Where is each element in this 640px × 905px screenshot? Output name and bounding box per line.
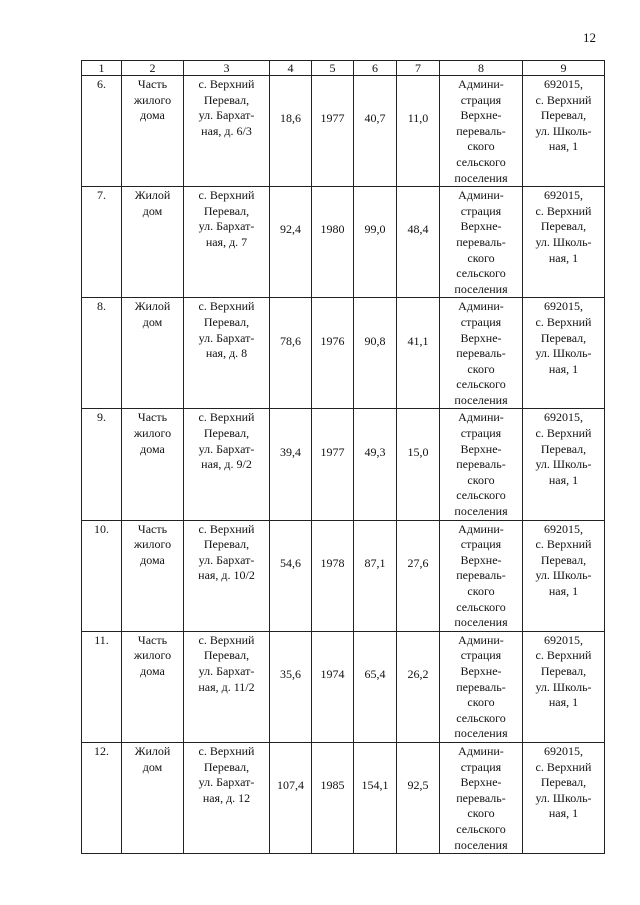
- col6-cell: [354, 298, 397, 409]
- object-name-cell-line: Часть: [137, 521, 168, 536]
- holder-address-cell: [523, 520, 605, 631]
- col7-cell-text: 11,0: [407, 111, 429, 126]
- holder-address-cell-line: ная, 1: [548, 695, 579, 710]
- holder-address-cell-line: ул. Школь-: [535, 346, 592, 361]
- header-cell-6: 6: [354, 61, 397, 76]
- holder-address-cell: [523, 187, 605, 298]
- holder-cell-line: поселения: [454, 837, 508, 852]
- header-cell-3: 3: [184, 61, 270, 76]
- object-name-cell-line: дом: [142, 203, 163, 218]
- object-address-cell-line: ул. Бархат-: [198, 219, 255, 234]
- holder-cell-line: переваль-: [456, 346, 506, 361]
- table-row: [82, 298, 605, 409]
- col6-cell-text: 99,0: [364, 222, 386, 237]
- col5-cell: [312, 520, 354, 631]
- header-cell-8: 8: [440, 61, 523, 76]
- row-number-cell-text: 8.: [97, 299, 106, 314]
- header-cell-9: 9: [523, 61, 605, 76]
- holder-cell-line: Админи-: [458, 410, 504, 425]
- holder-cell-line: Верхне-: [460, 219, 502, 234]
- col7-cell-text: 41,1: [407, 333, 429, 348]
- holder-cell-line: сельского: [456, 710, 506, 725]
- holder-address-cell-line: Перевал,: [540, 663, 587, 678]
- table-row: [82, 409, 605, 520]
- col7-cell-text: 92,5: [407, 778, 429, 793]
- col7-cell: [397, 298, 440, 409]
- holder-address-cell-line: ул. Школь-: [535, 790, 592, 805]
- col4-cell: [270, 76, 312, 187]
- object-name-cell-line: дома: [140, 552, 165, 567]
- header-cell-1: 1: [82, 61, 122, 76]
- col7-cell: [397, 409, 440, 520]
- object-name-cell-line: Часть: [137, 77, 168, 91]
- holder-cell-line: Верхне-: [460, 663, 502, 678]
- holder-cell-line: Верхне-: [460, 775, 502, 790]
- object-address-cell-line: Перевал,: [203, 759, 250, 774]
- table-row: [82, 76, 605, 187]
- holder-cell: [440, 76, 523, 187]
- object-address-cell-line: Перевал,: [203, 203, 250, 218]
- holder-cell: [440, 520, 523, 631]
- holder-address-cell-line: 692015,: [544, 188, 583, 203]
- holder-address-cell-line: Перевал,: [540, 775, 587, 790]
- holder-cell: [440, 631, 523, 742]
- holder-cell: [440, 298, 523, 409]
- holder-cell-line: Верхне-: [460, 330, 502, 345]
- object-address-cell: [184, 298, 270, 409]
- object-address-cell-line: Перевал,: [203, 314, 250, 329]
- col7-cell: [397, 631, 440, 742]
- col5-cell: [312, 631, 354, 742]
- holder-address-cell-line: 692015,: [544, 632, 583, 647]
- col4-cell: [270, 298, 312, 409]
- holder-cell-line: переваль-: [456, 679, 506, 694]
- col4-cell: [270, 187, 312, 298]
- holder-cell-line: сельского: [456, 488, 506, 503]
- holder-address-cell-line: ул. Школь-: [535, 679, 592, 694]
- holder-cell-line: сельского: [456, 599, 506, 614]
- object-name-cell-line: дома: [140, 441, 165, 456]
- holder-cell-line: страция: [460, 314, 502, 329]
- col7-cell-text: 48,4: [407, 222, 429, 237]
- holder-address-cell-line: 692015,: [544, 521, 583, 536]
- table-body: [82, 61, 605, 854]
- page-number: 12: [583, 30, 596, 45]
- object-address-cell-line: ул. Бархат-: [198, 108, 255, 123]
- object-name-cell-line: Часть: [137, 632, 168, 647]
- col6-cell: [354, 76, 397, 187]
- holder-cell-line: страция: [460, 648, 502, 663]
- holder-cell: [440, 187, 523, 298]
- holder-address-cell-line: с. Верхний: [535, 426, 592, 441]
- holder-address-cell-line: ная, 1: [548, 139, 579, 154]
- col7-cell: [397, 520, 440, 631]
- row-number-cell: [82, 409, 122, 520]
- object-name-cell-line: дом: [142, 759, 163, 774]
- object-address-cell-line: ная, д. 10/2: [198, 568, 255, 583]
- object-name-cell-line: Жилой: [134, 299, 171, 314]
- object-name-cell: [122, 187, 184, 298]
- holder-cell-line: сельского: [456, 154, 506, 169]
- holder-address-cell-line: Перевал,: [540, 108, 587, 123]
- holder-cell-line: переваль-: [456, 457, 506, 472]
- object-name-cell-line: жилого: [133, 426, 172, 441]
- object-name-cell-line: дом: [142, 314, 163, 329]
- property-registry-table: [81, 60, 605, 854]
- col4-cell-text: 35,6: [280, 667, 301, 682]
- holder-cell-line: переваль-: [456, 123, 506, 138]
- holder-cell-line: сельского: [456, 377, 506, 392]
- holder-cell-line: переваль-: [456, 234, 506, 249]
- col5-cell-text: 1985: [320, 778, 345, 793]
- object-address-cell-line: Перевал,: [203, 92, 250, 107]
- col5-cell: [312, 742, 354, 853]
- object-address-cell-line: ная, д. 6/3: [201, 123, 252, 138]
- holder-cell-line: страция: [460, 92, 502, 107]
- col6-cell: [354, 520, 397, 631]
- holder-address-cell-line: 692015,: [544, 410, 583, 425]
- row-number-cell-text: 10.: [94, 521, 109, 536]
- object-name-cell: [122, 631, 184, 742]
- row-number-cell: [82, 631, 122, 742]
- object-address-cell-line: с. Верхний: [198, 632, 255, 647]
- object-address-cell: [184, 631, 270, 742]
- holder-address-cell-line: Перевал,: [540, 552, 587, 567]
- col4-cell-text: 107,4: [277, 778, 304, 793]
- holder-cell-line: Админи-: [458, 188, 504, 203]
- col6-cell: [354, 187, 397, 298]
- table-row: [82, 187, 605, 298]
- object-address-cell: [184, 76, 270, 187]
- holder-address-cell-line: 692015,: [544, 743, 583, 758]
- holder-address-cell-line: ная, 1: [548, 361, 579, 376]
- col5-cell-text: 1977: [320, 444, 345, 459]
- header-cell-4: 4: [270, 61, 312, 76]
- header-cell-2: 2: [122, 61, 184, 76]
- holder-address-cell-line: с. Верхний: [535, 537, 592, 552]
- holder-address-cell-line: ул. Школь-: [535, 568, 592, 583]
- object-address-cell-line: Перевал,: [203, 426, 250, 441]
- row-number-cell: [82, 76, 122, 187]
- object-name-cell-line: жилого: [133, 92, 172, 107]
- holder-address-cell: [523, 631, 605, 742]
- holder-cell-line: Админи-: [458, 77, 504, 91]
- object-address-cell-line: с. Верхний: [198, 299, 255, 314]
- object-address-cell-line: ная, д. 8: [205, 346, 248, 361]
- object-name-cell-line: дома: [140, 663, 165, 678]
- col7-cell-text: 26,2: [407, 667, 429, 682]
- holder-cell-line: ского: [467, 139, 495, 154]
- col5-cell-text: 1978: [320, 555, 345, 570]
- col7-cell-text: 15,0: [407, 444, 429, 459]
- holder-cell-line: поселения: [454, 615, 508, 630]
- holder-cell-line: Админи-: [458, 521, 504, 536]
- object-address-cell-line: ул. Бархат-: [198, 330, 255, 345]
- holder-address-cell: [523, 76, 605, 187]
- holder-address-cell-line: ул. Школь-: [535, 234, 592, 249]
- holder-address-cell: [523, 742, 605, 853]
- col4-cell: [270, 409, 312, 520]
- holder-cell-line: поселения: [454, 170, 508, 185]
- holder-cell-line: Верхне-: [460, 108, 502, 123]
- holder-cell-line: ского: [467, 584, 495, 598]
- holder-cell-line: поселения: [454, 726, 508, 741]
- object-name-cell: [122, 520, 184, 631]
- object-address-cell: [184, 520, 270, 631]
- holder-address-cell-line: Перевал,: [540, 441, 587, 456]
- holder-cell-line: страция: [460, 426, 502, 441]
- col7-cell: [397, 742, 440, 853]
- holder-cell-line: сельского: [456, 266, 506, 281]
- object-name-cell-line: Часть: [137, 410, 168, 425]
- holder-cell-line: ского: [467, 250, 495, 265]
- object-address-cell-line: с. Верхний: [198, 521, 255, 536]
- holder-cell-line: Админи-: [458, 299, 504, 314]
- table-row: [82, 631, 605, 742]
- holder-address-cell-line: 692015,: [544, 77, 583, 91]
- object-address-cell-line: Перевал,: [203, 537, 250, 552]
- col7-cell-text: 27,6: [407, 555, 429, 570]
- col6-cell-text: 65,4: [364, 667, 386, 682]
- object-address-cell-line: с. Верхний: [198, 77, 255, 91]
- holder-address-cell-line: ная, 1: [548, 584, 579, 598]
- object-address-cell-line: ул. Бархат-: [198, 441, 255, 456]
- holder-cell-line: поселения: [454, 392, 508, 407]
- col5-cell-text: 1977: [320, 111, 345, 126]
- holder-address-cell-line: с. Верхний: [535, 759, 592, 774]
- col5-cell-text: 1976: [320, 333, 345, 348]
- col5-cell: [312, 298, 354, 409]
- col6-cell-text: 87,1: [364, 555, 386, 570]
- holder-cell-line: Админи-: [458, 632, 504, 647]
- object-name-cell: [122, 298, 184, 409]
- holder-address-cell-line: 692015,: [544, 299, 583, 314]
- holder-cell-line: поселения: [454, 281, 508, 296]
- object-address-cell-line: ул. Бархат-: [198, 663, 255, 678]
- table-row: [82, 742, 605, 853]
- holder-cell-line: Верхне-: [460, 552, 502, 567]
- holder-address-cell: [523, 298, 605, 409]
- row-number-cell: [82, 520, 122, 631]
- object-address-cell-line: ул. Бархат-: [198, 775, 255, 790]
- holder-cell: [440, 409, 523, 520]
- col4-cell-text: 39,4: [280, 444, 301, 459]
- col6-cell-text: 49,3: [364, 444, 386, 459]
- holder-cell-line: ского: [467, 472, 495, 487]
- col4-cell: [270, 742, 312, 853]
- holder-cell-line: ского: [467, 806, 495, 821]
- col5-cell-text: 1980: [320, 222, 345, 237]
- col7-cell: [397, 76, 440, 187]
- col5-cell: [312, 409, 354, 520]
- object-address-cell-line: с. Верхний: [198, 743, 255, 758]
- holder-cell: [440, 742, 523, 853]
- holder-cell-line: поселения: [454, 504, 508, 519]
- col5-cell: [312, 187, 354, 298]
- col6-cell-text: 40,7: [364, 111, 386, 126]
- row-number-cell-text: 6.: [97, 77, 106, 91]
- holder-cell-line: Админи-: [458, 743, 504, 758]
- col6-cell-text: 90,8: [364, 333, 386, 348]
- object-address-cell-line: Перевал,: [203, 648, 250, 663]
- holder-cell-line: сельского: [456, 821, 506, 836]
- row-number-cell-text: 12.: [94, 743, 109, 758]
- holder-address-cell-line: ная, 1: [548, 250, 579, 265]
- holder-address-cell-line: ная, 1: [548, 806, 579, 821]
- col5-cell-text: 1974: [320, 667, 345, 682]
- object-address-cell: [184, 409, 270, 520]
- col4-cell-text: 92,4: [280, 222, 301, 237]
- object-name-cell-line: жилого: [133, 537, 172, 552]
- holder-cell-line: переваль-: [456, 790, 506, 805]
- holder-cell-line: Верхне-: [460, 441, 502, 456]
- holder-cell-line: переваль-: [456, 568, 506, 583]
- object-address-cell-line: с. Верхний: [198, 188, 255, 203]
- col4-cell: [270, 631, 312, 742]
- table-header-row: [82, 61, 605, 76]
- object-address-cell-line: ул. Бархат-: [198, 552, 255, 567]
- object-address-cell-line: ная, д. 9/2: [201, 457, 252, 472]
- object-name-cell: [122, 742, 184, 853]
- object-name-cell-line: Жилой: [134, 188, 171, 203]
- col7-cell: [397, 187, 440, 298]
- table-row: [82, 520, 605, 631]
- row-number-cell-text: 11.: [94, 632, 109, 647]
- object-address-cell-line: ная, д. 11/2: [198, 679, 255, 694]
- header-cell-7: 7: [397, 61, 440, 76]
- col6-cell: [354, 631, 397, 742]
- holder-address-cell-line: ная, 1: [548, 472, 579, 487]
- object-name-cell-line: Жилой: [134, 743, 171, 758]
- holder-address-cell-line: с. Верхний: [535, 92, 592, 107]
- holder-address-cell: [523, 409, 605, 520]
- header-cell-5: 5: [312, 61, 354, 76]
- col5-cell: [312, 76, 354, 187]
- col4-cell: [270, 520, 312, 631]
- holder-address-cell-line: с. Верхний: [535, 314, 592, 329]
- holder-cell-line: страция: [460, 759, 502, 774]
- object-name-cell: [122, 409, 184, 520]
- object-name-cell-line: жилого: [133, 648, 172, 663]
- col6-cell: [354, 742, 397, 853]
- holder-cell-line: ского: [467, 695, 495, 710]
- row-number-cell: [82, 742, 122, 853]
- object-address-cell-line: с. Верхний: [198, 410, 255, 425]
- col4-cell-text: 18,6: [280, 111, 301, 126]
- col6-cell-text: 154,1: [361, 778, 389, 793]
- object-address-cell-line: ная, д. 12: [202, 790, 251, 805]
- col4-cell-text: 54,6: [280, 555, 301, 570]
- holder-address-cell-line: с. Верхний: [535, 203, 592, 218]
- row-number-cell-text: 9.: [97, 410, 106, 425]
- holder-cell-line: страция: [460, 537, 502, 552]
- object-name-cell-line: дома: [140, 108, 165, 123]
- holder-cell-line: ского: [467, 361, 495, 376]
- holder-address-cell-line: ул. Школь-: [535, 457, 592, 472]
- holder-address-cell-line: Перевал,: [540, 330, 587, 345]
- object-address-cell: [184, 187, 270, 298]
- row-number-cell-text: 7.: [97, 188, 106, 203]
- holder-address-cell-line: с. Верхний: [535, 648, 592, 663]
- holder-cell-line: страция: [460, 203, 502, 218]
- holder-address-cell-line: ул. Школь-: [535, 123, 592, 138]
- row-number-cell: [82, 187, 122, 298]
- col4-cell-text: 78,6: [280, 333, 301, 348]
- holder-address-cell-line: Перевал,: [540, 219, 587, 234]
- object-address-cell-line: ная, д. 7: [205, 234, 248, 249]
- col6-cell: [354, 409, 397, 520]
- row-number-cell: [82, 298, 122, 409]
- object-name-cell: [122, 76, 184, 187]
- object-address-cell: [184, 742, 270, 853]
